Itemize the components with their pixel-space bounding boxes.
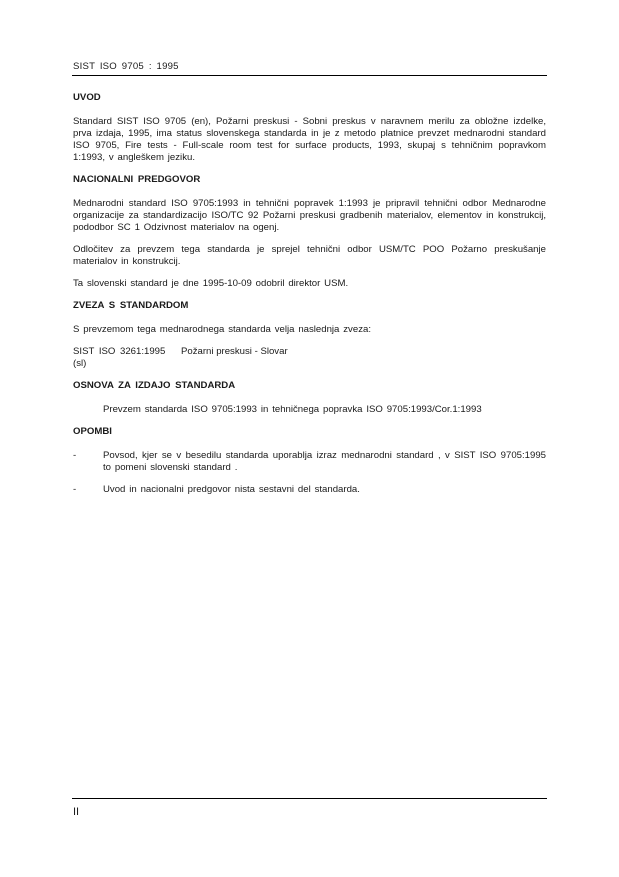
section-nacionalni-predgovor — [73, 174, 546, 290]
note-text: Uvod in nacionalni predgovor nista sestavni del standarda. — [103, 484, 360, 495]
reference-row — [73, 346, 546, 370]
footer-rule — [72, 798, 547, 799]
section-heading: UVOD — [73, 92, 101, 103]
paragraph: Mednarodni standard ISO 9705:1993 in tehnični popravek 1:1993 je pripravil tehnični odbor Mednarodne organizacije za standardizacijo ISO/TC 92 Požarni preskusi gradbenih materialov, elementov in konstrukcij, pododbor SC 1 Odzivnost materialov na ogenj. — [73, 198, 546, 233]
section-zveza-s-standardom — [73, 300, 546, 370]
paragraph: S prevzemom tega mednarodnega standarda velja naslednja zveza: — [73, 324, 371, 335]
section-osnova — [73, 380, 546, 416]
section-opombi — [73, 426, 546, 496]
bullet-dash: - — [73, 484, 77, 495]
page-content — [73, 92, 546, 506]
paragraph: Ta slovenski standard je dne 1995-10-09 odobril direktor USM. — [73, 278, 349, 289]
section-heading: OPOMBI — [73, 426, 112, 437]
header-rule — [72, 75, 547, 76]
page-number: II — [73, 806, 80, 818]
paragraph: Odločitev za prevzem tega standarda je sprejel tehnični odbor USM/TC POO Požarno preskušanje materialov in konstrukcij. — [73, 244, 546, 267]
section-uvod — [73, 92, 546, 164]
paragraph: Standard SIST ISO 9705 (en), Požarni preskusi - Sobni preskus v naravnem merilu za obložne izdelke, prva izdaja, 1995, ima status slovenskega standarda in je z metodo platnice prevzet mednarodni standard ISO 9705, Fire tests - Full-scale room test for surface products, 1993, skupaj s tehničnim popravkom 1:1993, v angleškem jeziku. — [73, 116, 546, 163]
paragraph: Prevzem standarda ISO 9705:1993 in tehničnega popravka ISO 9705:1993/Cor.1:1993 — [103, 404, 482, 415]
section-heading: ZVEZA S STANDARDOM — [73, 300, 189, 311]
note-text: Povsod, kjer se v besedilu standarda uporablja izraz mednarodni standard , v SIST ISO 9705:1995 to pomeni slovenski standard . — [103, 450, 546, 473]
section-heading: NACIONALNI PREDGOVOR — [73, 174, 201, 185]
running-header: SIST ISO 9705 : 1995 — [73, 61, 179, 72]
bullet-dash: - — [73, 450, 77, 461]
note-item — [73, 484, 546, 496]
section-heading: OSNOVA ZA IZDAJO STANDARDA — [73, 380, 236, 391]
note-item — [73, 450, 546, 474]
reference-code: SIST ISO 3261:1995 (sl) — [73, 346, 166, 369]
reference-title: Požarni preskusi - Slovar — [181, 346, 288, 357]
